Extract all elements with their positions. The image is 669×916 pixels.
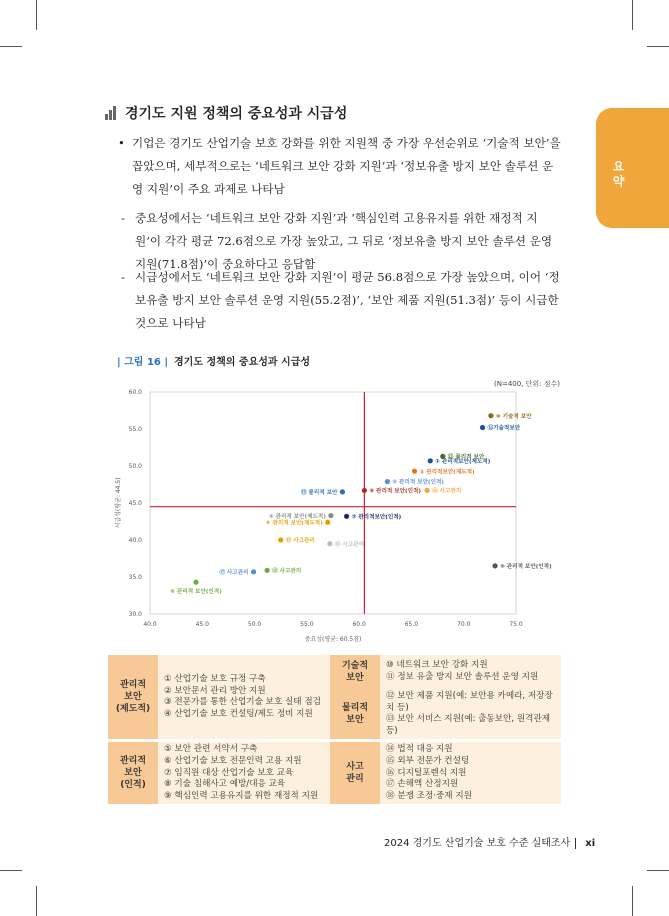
data-label: ⑰ 사고관리 [219, 570, 249, 577]
legend-item: ⑰ 손해액 산정지원 [386, 779, 459, 790]
section-title: 경기도 지원 정책의 중요성과 시급성 [125, 106, 348, 122]
data-point [385, 479, 390, 484]
paragraph-main [118, 132, 562, 201]
legend-item: ⑧ 기술 침해사고 예방/대응 교육 [164, 779, 286, 790]
chart-note: (N=400, 단위: 점수) [493, 380, 560, 388]
legend-item: ④ 산업기술 보호 컨설팅/제도 정비 지원 [164, 708, 313, 719]
legend-items [380, 655, 561, 689]
data-label: ⑬ 물리적 보안 [300, 490, 338, 497]
legend-item: ② 보안문서 관리 방안 지원 [164, 685, 266, 696]
data-label: ⑱ 사고관리 [272, 568, 302, 575]
crop-mark [0, 46, 22, 47]
side-tab[interactable] [596, 108, 669, 228]
data-label: ④ 관리적 보안(제도적) [265, 520, 323, 527]
data-label: ③ 관리적 보안(제도적) [268, 513, 326, 520]
data-label: ⑫ 물리적 보안 [447, 454, 485, 461]
legend-item: ③ 전문가를 통한 산업기술 보호 실태 점검 [164, 697, 321, 708]
legend-item: ⑫ 보안 제품 지원(예: 보안용 카메라, 저장장치 등) [386, 691, 553, 713]
crop-mark [647, 870, 669, 871]
data-point [492, 563, 497, 568]
legend-item: ⑩ 네트워크 보안 강화 지원 [386, 660, 488, 671]
legend-item: ⑪ 정보 유출 방지 보안 솔루션 운영 지원 [386, 672, 539, 682]
data-label: ① 관리적보안(제도적) [435, 459, 491, 466]
legend-item: ⑥ 산업기술 보호 전문인력 고용 지원 [164, 755, 302, 766]
legend-items [380, 742, 561, 804]
y-axis-label: 시급성(평균: 44.5) [115, 477, 122, 529]
y-tick-label: 60.0 [128, 389, 142, 396]
y-tick-label: 40.0 [128, 537, 142, 544]
page-number: xi [585, 838, 596, 849]
y-tick-label: 45.0 [128, 500, 142, 507]
data-label: ⑧ 관리적 보안(인적) [369, 488, 421, 495]
x-axis-label: 중요성(평균: 60.5점) [304, 636, 362, 643]
data-point [412, 469, 417, 474]
legend-item: ⑱ 분쟁 조정·중재 지원 [386, 790, 472, 801]
data-point [425, 488, 430, 493]
legend-items [158, 742, 330, 804]
x-tick-label: 45.0 [195, 621, 209, 628]
figure-title [117, 353, 310, 368]
plot-area [150, 392, 516, 614]
dash-mark: - [121, 211, 125, 225]
data-label: ⑤ 관리적 보안(인적) [392, 479, 444, 486]
x-tick-label: 70.0 [457, 621, 471, 628]
y-tick-label: 55.0 [128, 426, 142, 433]
data-label: ⑪기술적보안 [487, 425, 521, 432]
page-footer [384, 834, 595, 849]
data-point [265, 568, 270, 573]
data-point [428, 458, 433, 463]
data-point [340, 489, 345, 494]
crop-mark [632, 0, 633, 30]
legend-item: ⑬ 보안 서비스 지원(예: 출동보안, 원격관제 등) [386, 714, 551, 736]
x-tick-label: 75.0 [509, 621, 523, 628]
section-heading [105, 103, 347, 123]
footer-text: 2024 경기도 산업기술 보호 수준 실태조사 [384, 838, 571, 849]
side-tab-label: 요약 [611, 160, 625, 190]
data-point [344, 514, 349, 519]
data-point [193, 580, 198, 585]
figure-label: | 그림 16 | [117, 357, 168, 368]
crop-mark [632, 886, 633, 916]
data-point [251, 569, 256, 574]
data-point [362, 488, 367, 493]
legend-item: ⑮ 외부 전문가 컨설팅 [386, 755, 470, 766]
crop-mark [0, 870, 22, 871]
paragraph-text: 중요성에서는 ‘네트워크 보안 강화 지원’과 ‘핵심인력 고용유지를 위한 재정적 지원’이 각각 평균 72.6점으로 가장 높았고, 그 뒤로 ‘정보유출 방지 보안 솔루션 운영 지원(71.8점)’이 중요하다고 응답함 [135, 211, 553, 271]
legend-item: ⑨ 핵심인력 고용유지를 위한 재정적 지원 [164, 790, 319, 801]
legend-item: ① 산업기술 보호 규정 구축 [164, 674, 266, 684]
paragraph-text: 시급성에서도 ‘네트워크 보안 강화 지원’이 평균 56.8점으로 가장 높았으며, 이어 ‘정보유출 방지 보안 솔루션 운영 지원(55.2점)’, ‘보안 제품 지원(51.3점)’ 등이 시급한 것으로 나타남 [135, 270, 560, 330]
data-point [328, 513, 333, 518]
data-label: ⑮ 사고관리 [285, 538, 315, 545]
legend-item: ⑯ 디지털포렌식 지원 [386, 767, 467, 778]
data-point [488, 413, 493, 418]
data-point [327, 541, 332, 546]
y-tick-label: 35.0 [128, 574, 142, 581]
paragraph-sub [121, 266, 562, 335]
data-label: ⑭ 사고관리 [432, 488, 462, 495]
legend-category: 관리적 보안 (인적) [108, 742, 158, 804]
x-tick-label: 55.0 [300, 621, 314, 628]
crop-mark [36, 886, 37, 916]
data-label: ⑯ 사고관리 [334, 541, 365, 548]
x-tick-label: 60.0 [352, 621, 366, 628]
legend-items [380, 689, 561, 739]
bar-chart-icon [105, 106, 117, 120]
data-label: ⑩ 기술적 보안 [495, 413, 532, 420]
data-label: ⑨ 관리적 보안(인적) [500, 564, 552, 571]
bullet-mark: • [118, 136, 125, 150]
x-tick-label: 40.0 [143, 621, 157, 628]
figure-caption: 경기도 정책의 중요성과 시급성 [174, 357, 311, 368]
y-tick-label: 30.0 [128, 611, 142, 618]
data-label: ⑦ 관리적보안(인적) [351, 514, 402, 521]
dash-mark: - [121, 270, 125, 284]
data-point [325, 520, 330, 525]
legend-category: 기술적 보안 [330, 655, 380, 689]
legend-item: ⑦ 임직원 대상 산업기술 보호 교육 [164, 767, 294, 778]
crop-mark [36, 0, 37, 30]
y-tick-label: 50.0 [128, 463, 142, 470]
legend-item: ⑭ 법적 대응 지원 [386, 744, 453, 755]
crop-mark [647, 46, 669, 47]
paragraph-text: 기업은 경기도 산업기술 보호 강화를 위한 지원책 중 가장 우선순위로 ‘기술적 보안’을 꼽았으며, 세부적으로는 ‘네트워크 보안 강화 지원’과 ‘정보유출 방지 보안 솔루션 운영 지원’이 주요 과제로 나타남 [132, 136, 561, 196]
x-tick-label: 50.0 [247, 621, 262, 628]
legend-category: 관리적 보안 (제도적) [108, 655, 158, 739]
scatter-chart [108, 370, 561, 650]
legend-items [158, 655, 330, 739]
legend-category: 물리적 보안 [330, 689, 380, 739]
x-tick-label: 65.0 [404, 621, 419, 628]
data-label: ⑥ 관리적 보안(인적) [170, 589, 222, 596]
data-point [278, 537, 283, 542]
legend-category: 사고 관리 [330, 742, 380, 804]
data-point [480, 425, 485, 430]
legend-table [108, 655, 561, 804]
data-label: ② 관리적보안(제도적) [419, 469, 475, 476]
legend-item: ⑤ 보안 관련 서약서 구축 [164, 744, 258, 755]
footer-divider [575, 838, 576, 849]
